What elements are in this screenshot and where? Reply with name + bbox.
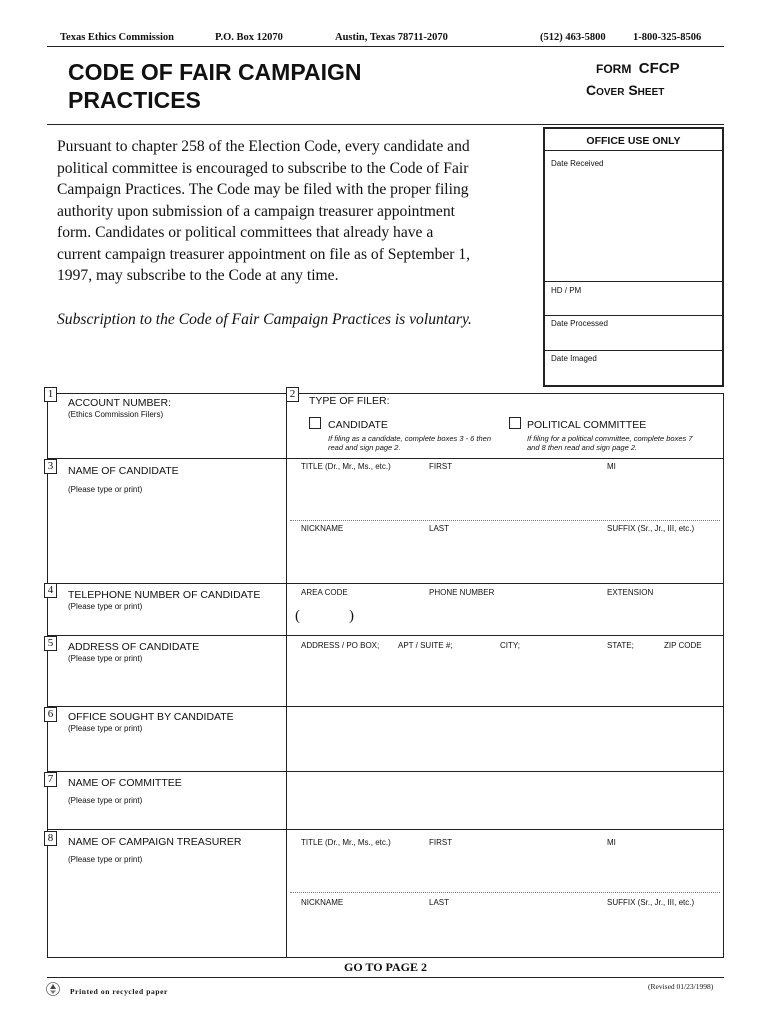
name-divider — [290, 520, 720, 521]
candidate-last-label[interactable]: LAST — [429, 524, 450, 533]
form-title-line2: PRACTICES — [68, 87, 201, 113]
political-committee-label: POLITICAL COMMITTEE — [527, 419, 647, 431]
form-top-rule — [47, 393, 724, 394]
form-word: FORM — [596, 62, 632, 76]
recycle-icon — [46, 982, 60, 996]
treasurer-mi-label[interactable]: MI — [607, 838, 616, 847]
form-title — [68, 58, 361, 114]
date-received-label: Date Received — [551, 159, 604, 168]
address-note: (Please type or print) — [68, 654, 143, 663]
footer-rule — [47, 977, 724, 978]
office-sought-note: (Please type or print) — [68, 724, 143, 733]
form-code — [596, 60, 680, 78]
section-number-5: 5 — [44, 636, 57, 651]
candidate-suffix-label[interactable]: SUFFIX (Sr., Jr., III, etc.) — [607, 524, 695, 533]
form-title-line1: CODE OF FAIR CAMPAIGN — [68, 59, 362, 85]
intro-line: Pursuant to chapter 258 of the Election Code, every candidate and — [57, 138, 470, 155]
go-to-page-2: GO TO PAGE 2 — [343, 960, 427, 974]
state-label[interactable]: STATE; — [607, 641, 634, 650]
title-rule — [47, 124, 724, 125]
apt-suite-label[interactable]: APT / SUITE #; — [398, 641, 453, 650]
committee-note: and 8 then read and sign page 2. — [527, 443, 638, 452]
office-divider — [545, 281, 722, 282]
committee-note: If filing for a political committee, complete boxes 7 — [527, 434, 693, 443]
intro-line: political committee is encouraged to subscribe to the Code of Fair — [57, 159, 469, 177]
treasurer-name-label: NAME OF CAMPAIGN TREASURER — [68, 836, 242, 848]
form-code-value: CFCP — [638, 60, 680, 77]
candidate-first-label[interactable]: FIRST — [429, 462, 453, 471]
section-number-2: 2 — [286, 387, 299, 402]
area-code-paren-close: ) — [349, 608, 354, 624]
intro-line: 1997, may subscribe to the Code at any time. — [57, 267, 339, 284]
row-rule — [47, 635, 724, 636]
area-code-label[interactable]: AREA CODE — [301, 588, 348, 597]
date-imaged-label: Date Imaged — [551, 354, 597, 363]
committee-name-note: (Please type or print) — [68, 796, 143, 805]
section-number-3: 3 — [44, 459, 57, 474]
area-code-paren-open: ( — [295, 608, 300, 624]
zip-code-label[interactable]: ZIP CODE — [664, 641, 702, 650]
candidate-note: If filing as a candidate, complete boxes 3 - 6 then — [328, 434, 492, 443]
account-number-label: ACCOUNT NUMBER: — [68, 397, 172, 409]
candidate-nickname-label[interactable]: NICKNAME — [301, 524, 344, 533]
candidate-checkbox[interactable] — [309, 417, 321, 429]
section-number-6: 6 — [44, 707, 57, 722]
treasurer-name-note: (Please type or print) — [68, 855, 143, 864]
voluntary-note: Subscription to the Code of Fair Campaign Practices is voluntary. — [57, 311, 472, 328]
row-rule — [47, 458, 724, 459]
intro-line: current campaign treasurer appointment on file as of September 1, — [57, 245, 471, 263]
office-use-title: OFFICE USE ONLY — [586, 135, 681, 147]
name-divider — [290, 892, 720, 893]
section-number-7: 7 — [44, 772, 57, 787]
telephone-note: (Please type or print) — [68, 602, 143, 611]
treasurer-title-label[interactable]: TITLE (Dr., Mr., Ms., etc.) — [301, 838, 391, 847]
revision-date: (Revised 01/23/1998) — [648, 982, 714, 991]
cover-sheet-label: Cover Sheet — [586, 82, 665, 98]
form-left-border — [47, 393, 48, 957]
candidate-mi-label[interactable]: MI — [607, 462, 616, 471]
extension-label[interactable]: EXTENSION — [607, 588, 654, 597]
city-label[interactable]: CITY; — [500, 641, 520, 650]
street-address-label[interactable]: ADDRESS / PO BOX; — [301, 641, 380, 650]
recycled-paper-note: Printed on recycled paper — [70, 987, 168, 996]
header-phone: (512) 463-5800 — [540, 32, 606, 43]
section-number-8: 8 — [44, 831, 57, 846]
intro-line: Campaign Practices. The Code may be filed with the proper filing — [57, 181, 469, 198]
header-tollfree: 1-800-325-8506 — [633, 32, 702, 43]
telephone-label: TELEPHONE NUMBER OF CANDIDATE — [68, 589, 261, 601]
form-bottom-rule — [47, 957, 724, 958]
form-right-border — [723, 393, 724, 957]
treasurer-last-label[interactable]: LAST — [429, 898, 450, 907]
address-label: ADDRESS OF CANDIDATE — [68, 641, 200, 653]
candidate-title-label[interactable]: TITLE (Dr., Mr., Ms., etc.) — [301, 462, 391, 471]
committee-name-label: NAME OF COMMITTEE — [68, 777, 182, 789]
office-divider — [545, 350, 722, 351]
intro-line: authority upon submission of a campaign treasurer appointment — [57, 202, 455, 220]
intro-paragraph — [57, 136, 537, 287]
header-rule — [47, 46, 724, 47]
treasurer-suffix-label[interactable]: SUFFIX (Sr., Jr., III, etc.) — [607, 898, 695, 907]
section-number-4: 4 — [44, 583, 57, 598]
treasurer-first-label[interactable]: FIRST — [429, 838, 453, 847]
section-number-1: 1 — [44, 387, 57, 402]
candidate-name-note: (Please type or print) — [68, 485, 143, 494]
office-use-title-rule — [545, 150, 722, 151]
row-rule — [47, 829, 724, 830]
header-agency: Texas Ethics Commission — [60, 32, 174, 43]
candidate-label: CANDIDATE — [328, 419, 388, 431]
header-city: Austin, Texas 78711-2070 — [335, 32, 448, 43]
row-rule — [47, 706, 724, 707]
office-sought-label: OFFICE SOUGHT BY CANDIDATE — [68, 711, 234, 723]
candidate-name-label: NAME OF CANDIDATE — [68, 465, 179, 477]
type-of-filer-label: TYPE OF FILER: — [309, 395, 390, 407]
political-committee-checkbox[interactable] — [509, 417, 521, 429]
hd-pm-label: HD / PM — [551, 286, 582, 295]
candidate-note: read and sign page 2. — [328, 443, 401, 452]
form-column-divider — [286, 393, 287, 957]
date-processed-label: Date Processed — [551, 319, 608, 328]
office-divider — [545, 315, 722, 316]
phone-number-label[interactable]: PHONE NUMBER — [429, 588, 495, 597]
treasurer-nickname-label[interactable]: NICKNAME — [301, 898, 344, 907]
account-number-note: (Ethics Commission Filers) — [68, 410, 164, 419]
row-rule — [47, 583, 724, 584]
intro-line: form. Candidates or political committees that already have a — [57, 224, 434, 241]
header-pobox: P.O. Box 12070 — [215, 32, 283, 43]
row-rule — [47, 771, 724, 772]
